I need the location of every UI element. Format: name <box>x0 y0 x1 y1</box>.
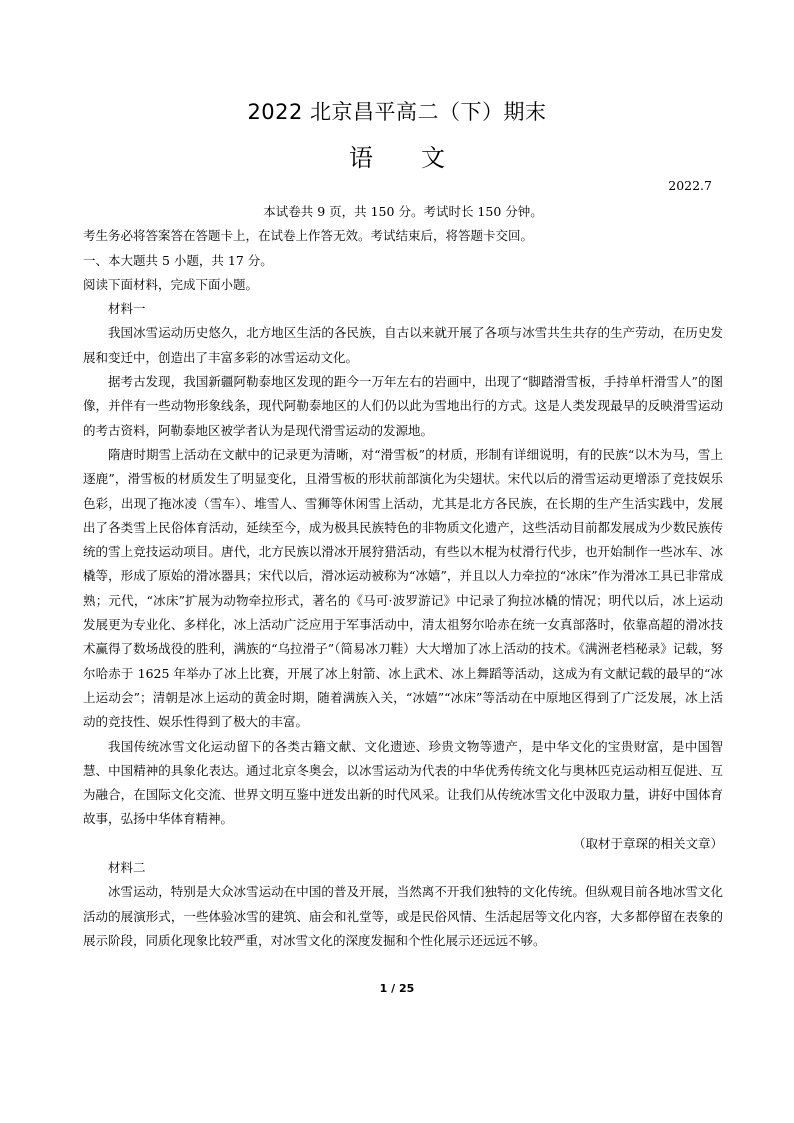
material1-paragraph: 我国传统冰雪文化运动留下的各类古籍文献、文化遗迹、珍贵文物等遗产，是中华文化的宝贵财富，是中国智慧、中国精神的具象化表达。通过北京冬奥会，以冰雪运动为代表的中华优秀传统文化与奥林匹克运动相互促进、互为融合，在国际文化交流、世界文明互鉴中迸发出新的时代风采。让我们从传统冰雪文化中汲取力量，讲好中国体育故事，弘扬中华体育精神。 <box>83 738 723 827</box>
exam-notice: 考生务必将答案答在答题卡上，在试卷上作答无效。考试结束后，将答题卡交回。 <box>83 228 534 244</box>
document-body <box>83 200 723 953</box>
exam-title: 2022 北京昌平高二（下）期末 <box>247 100 547 124</box>
material1-label: 材料一 <box>108 301 146 317</box>
material1-paragraph: 隋唐时期雪上活动在文献中的记录更为清晰，对“滑雪板”的材质，形制有详细说明，有的民族“以木为马，雪上逐鹿”，滑雪板的材质发生了明显变化，且滑雪板的形状前部演化为尖翅状。宋代以后的滑雪运动更增添了竞技娱乐色彩，出现了拖冰凌（雪车）、堆雪人、雪狮等休闲雪上活动，尤其是北方各民族，在长期的生产生活实践中，发展出了各类雪上民俗体育活动，延续至今，成为极具民族特色的非物质文化遗产，这些活动目前都发展成为少数民族传统的雪上竞技运动项目。唐代，北方民族以滑冰开展狩猎活动，有些以木棍为杖滑行代步，也开始制作一些冰车、冰橇等，形成了原始的滑冰器具；宋代以后，滑冰运动被称为“冰嬉”，并且以人力牵拉的“冰床”作为滑冰工具已非常成熟；元代，“冰床”扩展为动物牵拉形式，著名的《马可·波罗游记》中记录了狗拉冰橇的情况；明代以后，冰上运动发展更为专业化、多样化，冰上活动广泛应用于军事活动中，清太祖努尔哈赤在统一女真部落时，依靠高超的滑冰技术赢得了数场战役的胜利，满族的“乌拉滑子”（简易冰刀鞋）大大增加了冰上活动的技术。《满洲老档秘录》记载，努尔哈赤于 1625 年举办了冰上比赛，开展了冰上射箭、冰上武术、冰上舞蹈等活动，这成为有文献记载的最早的“冰上运动会”；清朝是冰上运动的黄金时期，随着满族入关，“冰嬉”“冰床”等活动在中原地区得到了广泛发展，冰上活动的竞技性、娱乐性得到了极大的丰富。 <box>83 446 723 730</box>
material2-paragraph: 冰雪运动，特别是大众冰雪运动在中国的普及开展，当然离不开我们独特的文化传统。但纵观目前各地冰雪文化活动的展演形式，一些体验冰雪的建筑、庙会和礼堂等，或是民俗风情、生活起居等文化内容，大多都停留在表象的展示阶段，同质化现象比较严重，对冰雪文化的深度发掘和个性化展示还远远不够。 <box>83 884 723 948</box>
material2-label: 材料二 <box>108 860 146 876</box>
subject-heading: 语 文 <box>349 144 445 172</box>
exam-date: 2022.7 <box>668 178 712 193</box>
reading-prompt: 阅读下面材料，完成下面小题。 <box>83 276 259 292</box>
page-number: 1 / 25 <box>379 982 415 995</box>
material1-paragraph: 据考古发现，我国新疆阿勒泰地区发现的距今一万年左右的岩画中，出现了“脚踏滑雪板，手持单杆滑雪人”的图像，并伴有一些动物形象线条，现代阿勒泰地区的人们仍以此为雪地出行的方式。这是人类发现最早的反映滑雪运动的考古资料，阿勒泰地区被学者认为是现代滑雪运动的发源地。 <box>83 374 723 438</box>
material1-source: （取材于章琛的相关文章） <box>572 835 723 851</box>
exam-info: 本试卷共 9 页，共 150 分。考试时长 150 分钟。 <box>263 204 543 219</box>
section-heading: 一、本大题共 5 小题，共 17 分。 <box>83 252 273 268</box>
material1-paragraph: 我国冰雪运动历史悠久，北方地区生活的各民族，自古以来就开展了各项与冰雪共生共存的生产劳动，在历史发展和变迁中，创造出了丰富多彩的冰雪运动文化。 <box>83 325 723 365</box>
